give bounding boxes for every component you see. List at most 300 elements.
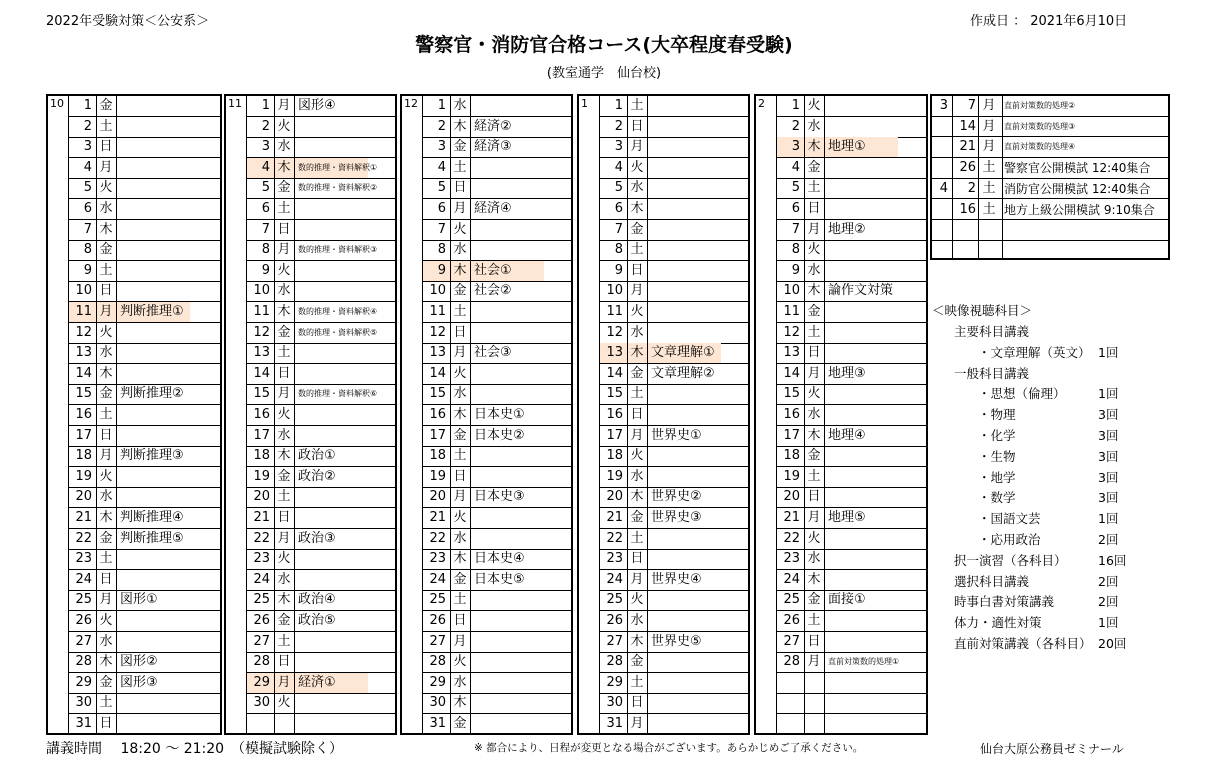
- day-row: [776, 570, 926, 591]
- day-of-week: 水: [807, 407, 821, 422]
- day-row: [776, 487, 926, 508]
- day-of-week: [274, 714, 294, 734]
- day-row: [246, 261, 395, 282]
- day-number: 5: [261, 180, 270, 196]
- day-number: 16: [75, 407, 92, 422]
- day-row: [599, 590, 748, 611]
- event-title: 消防官公開模試 12:40集合: [1004, 181, 1151, 196]
- day-row: [68, 261, 220, 282]
- day-row: [246, 384, 395, 405]
- day-row: [422, 384, 571, 405]
- day-row: [776, 652, 926, 673]
- day-row: [776, 323, 926, 344]
- day-number: 26: [606, 613, 623, 628]
- day-number: 22: [253, 530, 270, 546]
- day-of-week: 水: [99, 489, 113, 505]
- day-of-week: 金: [99, 674, 113, 690]
- created-date: 作成日 ： 2021年6月10日: [970, 14, 1128, 29]
- day-number: 10: [783, 283, 800, 299]
- day-of-week: 月: [453, 345, 467, 361]
- day-of-week: 水: [630, 468, 644, 484]
- day-of-week: 月: [630, 283, 644, 299]
- day-number: 4: [614, 159, 623, 175]
- day-of-week: 火: [630, 304, 644, 319]
- day-of-week: 金: [630, 654, 644, 670]
- day-row: [246, 529, 395, 550]
- lecture-subject: 社会①: [474, 262, 512, 278]
- day-row: [776, 178, 926, 199]
- day-of-week: 月: [982, 118, 996, 134]
- day-of-week: 日: [453, 324, 467, 340]
- lecture-subject: 文章理解①: [651, 345, 715, 361]
- day-row: [246, 467, 395, 488]
- day-row: [599, 405, 748, 426]
- day-of-week: 金: [277, 324, 291, 340]
- day-of-week: 月: [99, 592, 113, 608]
- day-row: [422, 693, 571, 714]
- day-of-week: 木: [277, 448, 291, 464]
- day-number: 14: [429, 365, 446, 381]
- day-row: [246, 632, 395, 653]
- day-row: [422, 467, 571, 488]
- day-number: 4: [83, 159, 92, 175]
- day-row: [422, 590, 571, 611]
- month-label: 3: [939, 98, 948, 113]
- day-number: 26: [253, 613, 270, 628]
- lecture-subject: 政治②: [298, 468, 336, 484]
- lecture-subject: 数的推理・資料解釈①: [298, 162, 378, 172]
- column-divider: [647, 96, 648, 733]
- day-number: 6: [83, 201, 92, 216]
- day-number: 5: [791, 180, 800, 196]
- day-of-week: 日: [99, 427, 113, 443]
- day-row: [68, 158, 220, 179]
- day-row: [599, 693, 748, 714]
- day-of-week: 月: [982, 139, 996, 155]
- day-row: [422, 529, 571, 550]
- day-row: [599, 714, 748, 735]
- day-row: [68, 199, 220, 220]
- day-row: [246, 96, 395, 117]
- day-number: 14: [253, 365, 270, 381]
- schedule-change-note: ※ 都合により、日程が変更となる場合がございます。あらかじめご了承ください。: [474, 742, 864, 754]
- day-of-week: 金: [277, 613, 291, 628]
- day-row: [422, 302, 571, 323]
- video-subject-count: 3回: [1098, 407, 1119, 423]
- day-number: 1: [614, 98, 623, 113]
- day-of-week: 日: [99, 283, 113, 299]
- day-of-week: 火: [99, 180, 113, 196]
- video-subject-count: 2回: [1098, 573, 1119, 589]
- day-number: 10: [253, 283, 270, 299]
- lecture-subject: 世界史④: [651, 571, 702, 587]
- day-of-week: 土: [277, 345, 291, 361]
- day-of-week: 日: [630, 551, 644, 567]
- day-of-week: 火: [99, 468, 113, 484]
- day-of-week: 月: [277, 674, 291, 690]
- day-of-week: 日: [630, 695, 644, 711]
- day-of-week: 水: [453, 98, 467, 113]
- lecture-subject: 経済①: [298, 674, 336, 690]
- day-of-week: 金: [277, 180, 291, 196]
- lecture-subject: 経済④: [474, 201, 512, 216]
- day-row: [599, 343, 748, 364]
- day-of-week: [804, 673, 824, 693]
- day-number: 19: [429, 468, 446, 484]
- column-divider: [627, 96, 628, 733]
- day-number: 13: [783, 345, 800, 361]
- day-of-week: 金: [453, 716, 467, 731]
- day-row: [422, 611, 571, 632]
- day-row: [599, 240, 748, 261]
- day-of-week: 土: [630, 674, 644, 690]
- day-row: [599, 281, 748, 302]
- video-subject-label: ・地学: [978, 469, 1016, 485]
- day-of-week: 土: [453, 159, 467, 175]
- day-of-week: 月: [453, 489, 467, 505]
- lecture-subject: 数的推理・資料解釈④: [298, 307, 378, 316]
- day-row: [68, 343, 220, 364]
- day-of-week: 月: [277, 386, 291, 402]
- day-row: [246, 323, 395, 344]
- lecture-subject: 文章理解②: [651, 365, 715, 381]
- day-of-week: 金: [99, 386, 113, 402]
- day-number: 9: [437, 262, 446, 278]
- day-number: 7: [791, 221, 800, 237]
- day-of-week: 火: [453, 510, 467, 525]
- lecture-subject: 図形③: [120, 674, 158, 690]
- day-of-week: 土: [807, 324, 821, 340]
- day-number: 19: [75, 468, 92, 484]
- day-of-week: 水: [99, 201, 113, 216]
- day-number: 15: [253, 386, 270, 402]
- day-of-week: 水: [99, 345, 113, 361]
- video-subject-label: ・思想（倫理）: [978, 386, 1066, 402]
- day-number: 13: [606, 345, 623, 361]
- day-row: [776, 343, 926, 364]
- day-number: 24: [783, 571, 800, 587]
- day-of-week: 月: [982, 98, 996, 113]
- video-subject-count: 16回: [1098, 552, 1127, 568]
- column-divider: [68, 96, 69, 733]
- day-row: [68, 117, 220, 138]
- column-divider: [776, 96, 777, 733]
- lecture-subject: 面接①: [828, 592, 866, 608]
- day-of-week: 日: [807, 345, 821, 361]
- day-number: 18: [606, 448, 623, 464]
- month-label: 10: [50, 97, 64, 110]
- day-number: 5: [437, 180, 446, 196]
- day-row: [776, 405, 926, 426]
- day-of-week: 木: [807, 571, 821, 587]
- day-number: 15: [606, 386, 623, 402]
- event-title: 直前対策数的処理②: [1004, 101, 1076, 110]
- day-row: [776, 467, 926, 488]
- day-number: 27: [253, 633, 270, 649]
- day-number: 12: [75, 324, 92, 340]
- day-of-week: 水: [277, 571, 291, 587]
- day-of-week: 火: [630, 448, 644, 464]
- month-label: [934, 158, 948, 178]
- day-of-week: 土: [99, 695, 113, 711]
- day-number: 22: [75, 530, 92, 546]
- day-row: [68, 611, 220, 632]
- day-of-week: 日: [99, 139, 113, 155]
- event-row: [932, 220, 1168, 241]
- day-row: [422, 158, 571, 179]
- day-number: 8: [614, 242, 623, 258]
- day-number: 5: [614, 180, 623, 196]
- day-of-week: [978, 220, 1000, 240]
- day-of-week: 火: [277, 407, 291, 422]
- day-row: [422, 220, 571, 241]
- day-row: [246, 590, 395, 611]
- column-divider: [246, 96, 247, 733]
- event-row: [932, 96, 1168, 117]
- day-of-week: 日: [99, 716, 113, 731]
- day-number: 23: [429, 551, 446, 567]
- day-number: 19: [783, 468, 800, 484]
- day-number: 12: [783, 324, 800, 340]
- day-of-week: 火: [630, 592, 644, 608]
- lecture-subject: 数的推理・資料解釈③: [298, 245, 378, 255]
- lecture-subject: 数的推理・資料解釈②: [298, 183, 378, 193]
- day-number: 6: [261, 201, 270, 216]
- day-row: [776, 549, 926, 570]
- day-row: [599, 570, 748, 591]
- day-number: 16: [606, 407, 623, 422]
- month-label: [934, 117, 948, 137]
- day-of-week: 月: [807, 221, 821, 237]
- day-number: 3: [791, 139, 800, 155]
- day-of-week: 土: [630, 242, 644, 258]
- day-of-week: 火: [277, 118, 291, 134]
- day-number: 26: [783, 613, 800, 628]
- day-of-week: [804, 714, 824, 734]
- video-subject-label: 直前対策講義（各科目）: [954, 636, 1092, 651]
- day-row: [68, 96, 220, 117]
- day-number: 18: [253, 448, 270, 464]
- day-of-week: 木: [630, 345, 644, 361]
- day-number: 24: [253, 571, 270, 587]
- day-row: [599, 199, 748, 220]
- day-number: 5: [83, 180, 92, 196]
- day-of-week: 土: [99, 262, 113, 278]
- day-number: 18: [75, 448, 92, 464]
- day-number: [952, 220, 976, 240]
- day-of-week: 水: [453, 386, 467, 402]
- video-subject-label: 選択科目講義: [954, 573, 1030, 589]
- day-row: [422, 343, 571, 364]
- day-number: 2: [437, 118, 446, 134]
- day-row: [246, 549, 395, 570]
- day-of-week: 木: [99, 221, 113, 237]
- day-number: [776, 673, 800, 693]
- day-of-week: 水: [630, 613, 644, 628]
- event-row: [932, 241, 1168, 262]
- day-of-week: 日: [630, 118, 644, 134]
- video-subject-count: 2回: [1098, 594, 1119, 610]
- day-number: 2: [967, 180, 976, 196]
- video-subject-label: ・国語文芸: [978, 511, 1041, 527]
- day-row: [422, 549, 571, 570]
- event-row: [932, 137, 1168, 158]
- day-number: 26: [75, 613, 92, 628]
- day-number: 6: [614, 201, 623, 216]
- day-row: [422, 178, 571, 199]
- day-of-week: 火: [630, 159, 644, 175]
- day-row: [776, 673, 926, 694]
- day-row: [776, 220, 926, 241]
- day-number: 16: [253, 407, 270, 422]
- day-number: 11: [783, 304, 800, 319]
- day-number: 21: [606, 510, 623, 525]
- day-of-week: 日: [807, 633, 821, 649]
- lecture-subject: 世界史②: [651, 489, 702, 505]
- day-number: 7: [437, 221, 446, 237]
- day-of-week: 水: [453, 242, 467, 258]
- day-row: [776, 693, 926, 714]
- day-number: 28: [606, 654, 623, 670]
- day-number: 21: [959, 139, 976, 155]
- day-number: 28: [75, 654, 92, 670]
- day-of-week: 木: [453, 551, 467, 567]
- lecture-subject: 日本史③: [474, 489, 525, 505]
- day-row: [422, 426, 571, 447]
- day-of-week: 月: [630, 716, 644, 731]
- day-number: 16: [959, 201, 976, 217]
- day-of-week: 木: [453, 118, 467, 134]
- day-of-week: 金: [453, 139, 467, 155]
- day-number: 8: [83, 242, 92, 258]
- day-of-week: 月: [277, 98, 291, 113]
- month-label: 2: [758, 97, 765, 110]
- day-of-week: 水: [277, 427, 291, 443]
- day-number: 29: [429, 674, 446, 690]
- day-of-week: 金: [630, 365, 644, 381]
- day-row: [776, 117, 926, 138]
- day-of-week: 月: [453, 201, 467, 216]
- video-subject-label: ・数学: [978, 490, 1016, 506]
- page-title: 警察官・消防官合格コース(大卒程度春受験): [415, 34, 793, 56]
- day-number: 4: [437, 159, 446, 175]
- day-of-week: 月: [807, 654, 821, 670]
- event-row: [932, 200, 1168, 221]
- day-number: 27: [429, 633, 446, 649]
- day-row: [68, 590, 220, 611]
- month-label: 4: [939, 180, 948, 196]
- event-title: [1004, 220, 1164, 240]
- day-of-week: 土: [453, 304, 467, 319]
- day-number: 4: [261, 159, 270, 175]
- day-number: 20: [253, 489, 270, 505]
- lecture-subject: 数的推理・資料解釈⑤: [298, 327, 378, 337]
- lecture-hours: 講義時間 18:20 ～ 21:20 （模擬試験除く）: [46, 741, 344, 757]
- lecture-subject: 世界史⑤: [651, 633, 702, 649]
- day-number: 25: [75, 592, 92, 608]
- day-number: 31: [429, 716, 446, 731]
- day-row: [246, 117, 395, 138]
- day-row: [68, 178, 220, 199]
- day-number: 24: [606, 571, 623, 587]
- day-of-week: 金: [277, 468, 291, 484]
- day-row: [599, 302, 748, 323]
- day-number: 11: [429, 304, 446, 319]
- month-label: 1: [581, 97, 588, 110]
- day-of-week: 月: [453, 633, 467, 649]
- day-of-week: 日: [99, 571, 113, 587]
- month-block: [400, 94, 573, 735]
- day-of-week: 木: [807, 427, 821, 443]
- day-row: [599, 323, 748, 344]
- month-block: [46, 94, 222, 735]
- day-row: [599, 117, 748, 138]
- day-of-week: 土: [982, 201, 996, 217]
- day-row: [599, 158, 748, 179]
- day-number: 27: [75, 633, 92, 649]
- day-of-week: 水: [807, 262, 821, 278]
- video-subject-count: 1回: [1098, 386, 1119, 402]
- day-of-week: 日: [453, 180, 467, 196]
- video-subject-count: 3回: [1098, 490, 1119, 506]
- event-title: 直前対策数的処理③: [1004, 121, 1076, 131]
- day-of-week: 土: [277, 201, 291, 216]
- day-of-week: 金: [807, 448, 821, 464]
- day-row: [68, 487, 220, 508]
- day-of-week: 木: [277, 159, 291, 175]
- day-number: 26: [959, 160, 976, 176]
- day-row: [422, 364, 571, 385]
- video-subject-label: ・化学: [978, 428, 1016, 443]
- day-of-week: 土: [630, 386, 644, 402]
- day-number: 25: [606, 592, 623, 608]
- page-subtitle: (教室通学 仙台校): [546, 66, 662, 81]
- day-row: [776, 611, 926, 632]
- day-of-week: 金: [630, 221, 644, 237]
- lecture-subject: 日本史①: [474, 407, 525, 422]
- day-number: 28: [783, 654, 800, 670]
- day-row: [246, 137, 395, 158]
- day-number: 9: [791, 262, 800, 278]
- event-row: [932, 179, 1168, 200]
- day-row: [422, 673, 571, 694]
- column-divider: [422, 96, 423, 733]
- day-of-week: 金: [99, 98, 113, 113]
- day-number: 17: [429, 427, 446, 443]
- day-of-week: 土: [630, 530, 644, 546]
- day-row: [68, 364, 220, 385]
- day-number: 31: [75, 716, 92, 731]
- day-number: 17: [253, 427, 270, 443]
- day-row: [246, 446, 395, 467]
- day-row: [776, 590, 926, 611]
- day-of-week: 月: [630, 571, 644, 587]
- day-number: 15: [429, 386, 446, 402]
- day-of-week: 日: [807, 201, 821, 216]
- day-number: 14: [783, 365, 800, 381]
- day-number: 22: [783, 530, 800, 546]
- lecture-subject: 判断推理③: [120, 448, 184, 464]
- day-of-week: 木: [630, 489, 644, 505]
- video-subject-count: 1回: [1098, 615, 1119, 631]
- day-row: [599, 178, 748, 199]
- day-number: 11: [75, 304, 92, 319]
- video-subjects-heading: ＜映像視聴科目＞: [932, 303, 1033, 318]
- lecture-subject: 数的推理・資料解釈⑥: [298, 389, 378, 399]
- day-row: [599, 487, 748, 508]
- column-divider: [96, 96, 97, 733]
- day-row: [422, 446, 571, 467]
